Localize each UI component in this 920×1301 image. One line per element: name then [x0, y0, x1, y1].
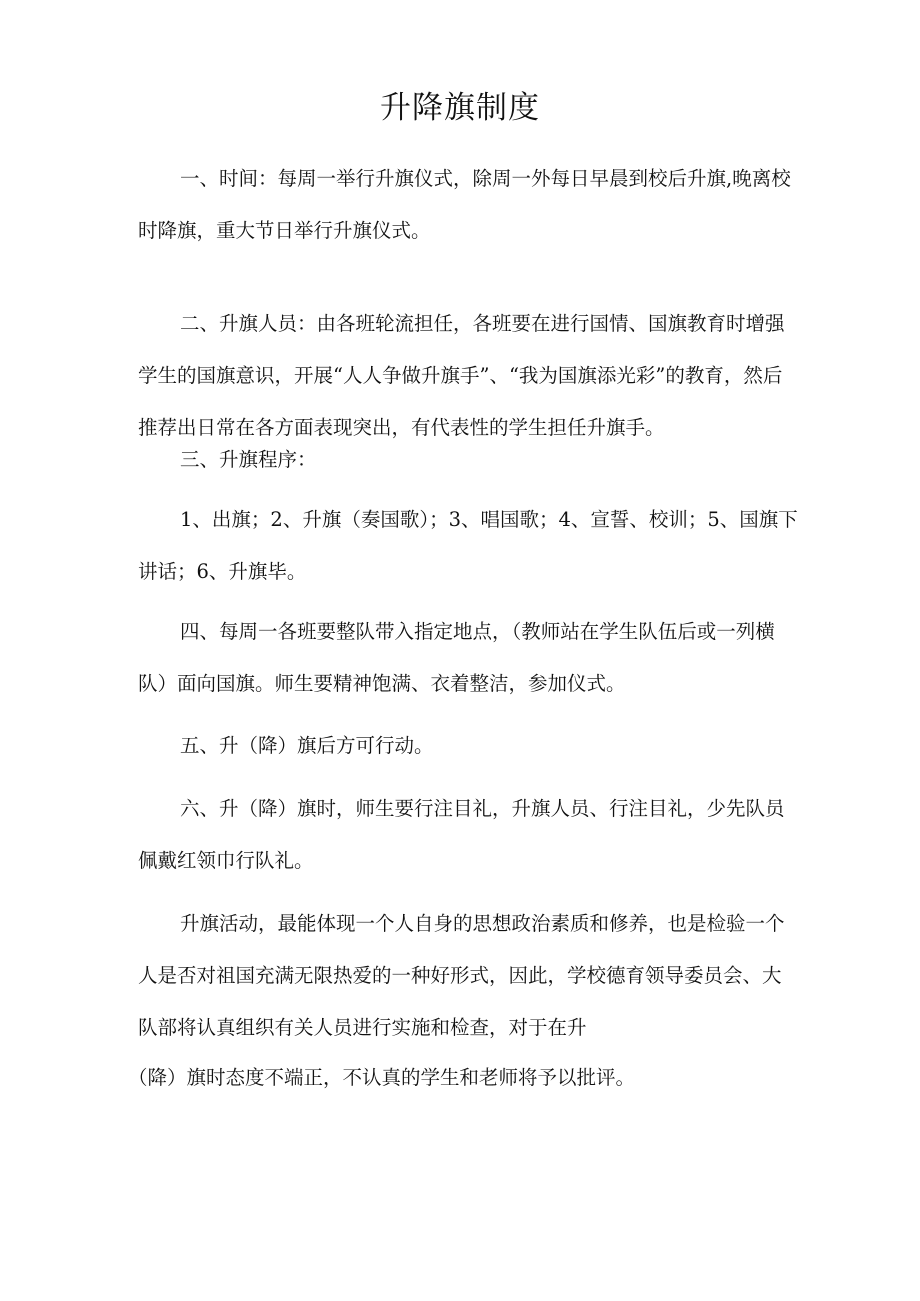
- paragraph-flag-raisers: 二、升旗人员：由各班轮流担任，各班要在进行国情、国旗教育时增强学生的国旗意识，开展“人人争做升旗手”、“我为国旗添光彩”的教育，然后推荐出日常在各方面表现突出，有代表性的学生担任升旗手。: [138, 312, 785, 439]
- paragraph-conclusion: 升旗活动，最能体现一个人自身的思想政治素质和修养，也是检验一个人是否对祖国充满无限热爱的一种好形式，因此，学校德育领导委员会、大队部将认真组织有关人员进行实施和检查，对于在升: [138, 912, 785, 1039]
- paragraph-conclusion-continued: （降）旗时态度不端正，不认真的学生和老师将予以批评。: [128, 1066, 636, 1089]
- paragraph-monday-assembly: 四、每周一各班要整队带入指定地点，（教师站在学生队伍后或一列横队）面向国旗。师生要精神饱满、衣着整洁，参加仪式。: [138, 620, 775, 695]
- paragraph-after-ceremony: 五、升（降）旗后方可行动。: [180, 734, 434, 757]
- paragraph-procedure-steps: 1、出旗；2、升旗（奏国歌）；3、唱国歌；4、宣誓、校训；5、国旗下讲话；6、升旗毕。: [138, 508, 798, 583]
- document-title: 升降旗制度: [380, 90, 540, 126]
- paragraph-procedure-heading: 三、升旗程序：: [180, 448, 317, 471]
- paragraph-salute: 六、升（降）旗时，师生要行注目礼，升旗人员、行注目礼，少先队员佩戴红领巾行队礼。: [138, 797, 785, 872]
- paragraph-time: 一、时间：每周一举行升旗仪式，除周一外每日早晨到校后升旗,晚离校时降旗，重大节日举行升旗仪式。: [138, 167, 791, 242]
